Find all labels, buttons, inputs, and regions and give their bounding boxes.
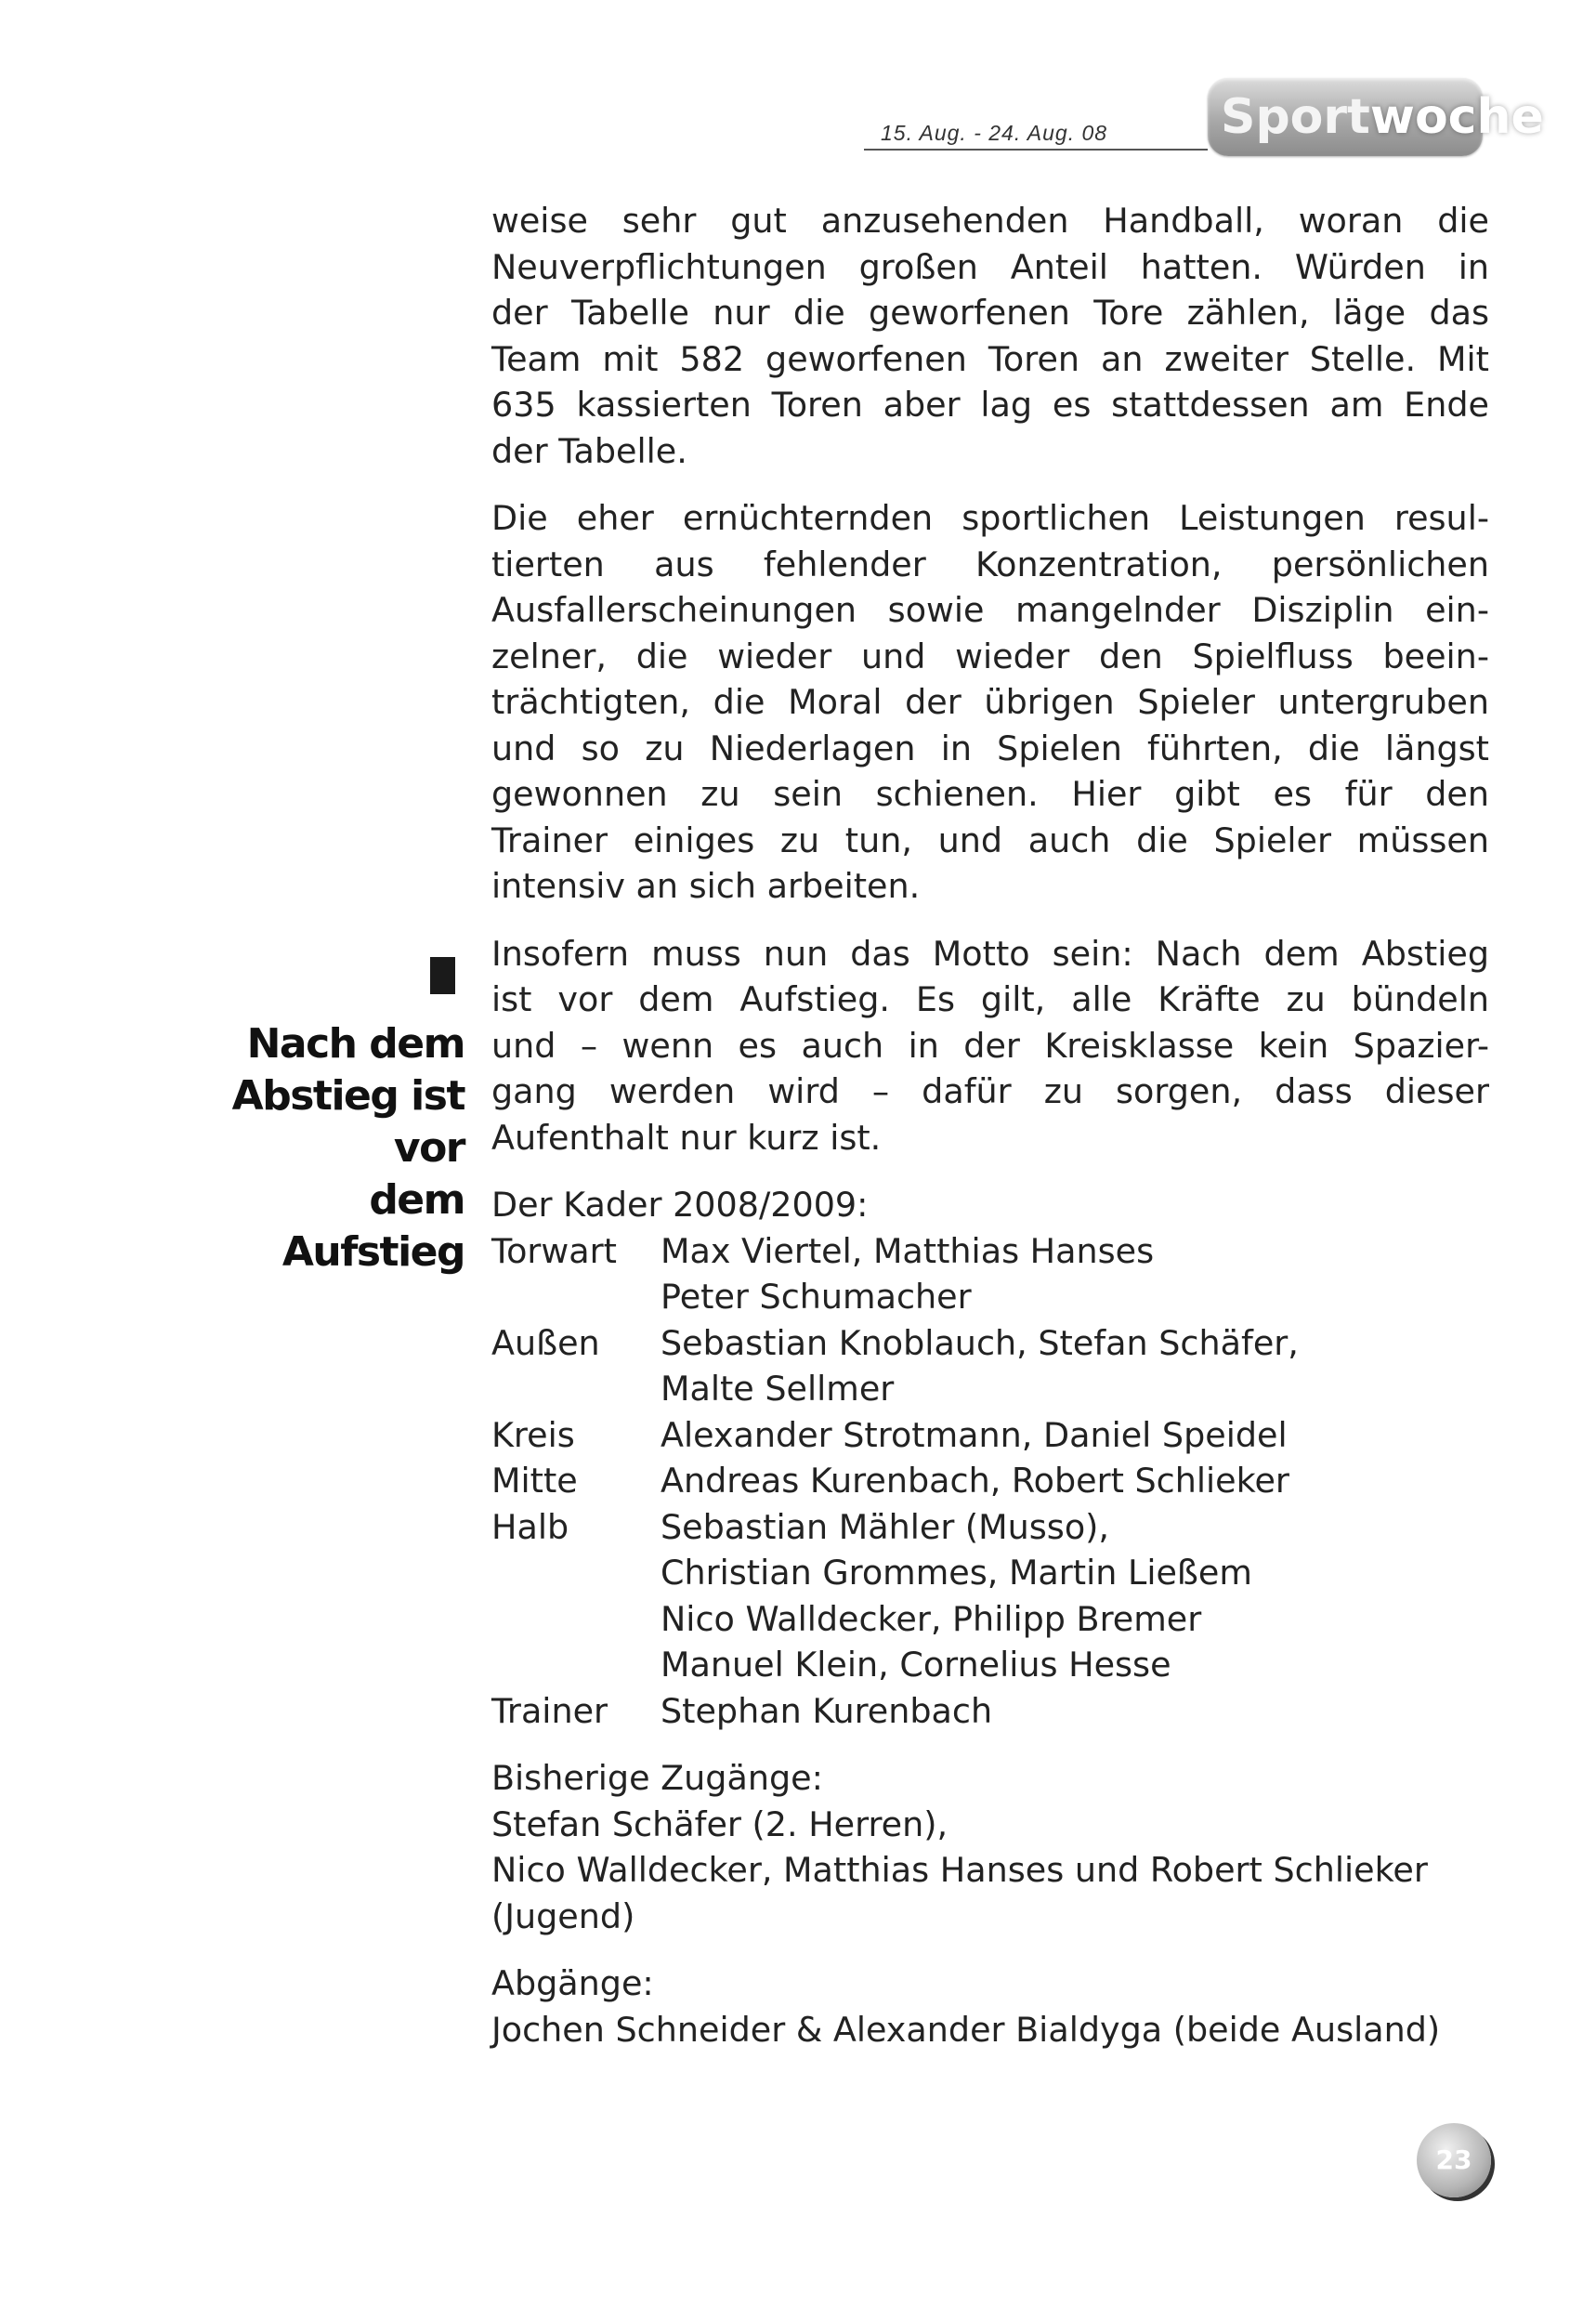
arrivals-line: (Jugend) bbox=[491, 1895, 635, 1936]
player-line: Max Viertel, Matthias Hanses bbox=[661, 1230, 1155, 1271]
squad-players bbox=[661, 1688, 1299, 1735]
sidebar bbox=[186, 957, 464, 1279]
player-line: Andreas Kurenbach, Robert Schlieker bbox=[661, 1461, 1289, 1501]
arrivals-line: Stefan Schäfer (2. Herren), bbox=[491, 1803, 948, 1844]
text-line: zelner, die wieder und wieder den Spielfluss beein- bbox=[491, 636, 1489, 676]
text-line: Neuverpflichtungen großen Anteil hatten. Würden in bbox=[491, 246, 1489, 287]
text-line: Ausfallerscheinungen sowie mangelnder Disziplin ein- bbox=[491, 590, 1489, 630]
squad-position: Halb bbox=[491, 1506, 569, 1547]
article-body bbox=[491, 198, 1489, 2074]
text-line: ist vor dem Aufstieg. Es gilt, alle Kräfte zu bündeln bbox=[491, 979, 1489, 1019]
logo-text-woche: woche bbox=[1369, 89, 1544, 145]
logo-text-sport: Sport bbox=[1221, 89, 1370, 145]
departures-line: Jochen Schneider & Alexander Bialdyga (beide Ausland) bbox=[491, 2009, 1441, 2050]
squad-position: Mitte bbox=[491, 1461, 578, 1501]
player-line: Manuel Klein, Cornelius Hesse bbox=[661, 1645, 1171, 1685]
text-line: und so zu Niederlagen in Spielen führten, die längst bbox=[491, 728, 1489, 768]
squad-title: Der Kader 2008/2009: bbox=[491, 1185, 869, 1225]
text-line: Team mit 582 geworfenen Toren an zweiter Stelle. Mit bbox=[491, 338, 1489, 379]
page-number-badge: 23 bbox=[1417, 2123, 1491, 2197]
pull-quote bbox=[186, 1018, 464, 1279]
page-header bbox=[864, 74, 1544, 149]
sportwoche-logo bbox=[1208, 78, 1544, 156]
text-line: 635 kassierten Toren aber lag es stattdessen am Ende bbox=[491, 385, 1489, 425]
squad-section bbox=[491, 1182, 1489, 1734]
squad-position: Torwart bbox=[491, 1230, 617, 1271]
text-line: Aufenthalt nur kurz ist. bbox=[491, 1117, 882, 1158]
squad-position: Außen bbox=[491, 1322, 600, 1363]
paragraph-3 bbox=[491, 931, 1489, 1161]
squad-players bbox=[661, 1504, 1299, 1688]
paragraph-2 bbox=[491, 495, 1489, 910]
text-line: trächtigten, die Moral der übrigen Spieler untergruben bbox=[491, 682, 1489, 722]
square-bullet-icon bbox=[430, 957, 455, 994]
player-line: Sebastian Mähler (Musso), bbox=[661, 1506, 1110, 1547]
squad-row bbox=[491, 1412, 1299, 1459]
text-line: weise sehr gut anzusehenden Handball, woran die bbox=[491, 201, 1489, 241]
squad-position: Kreis bbox=[491, 1414, 575, 1455]
text-line: Trainer einiges zu tun, und auch die Spieler müssen bbox=[491, 820, 1489, 860]
squad-players bbox=[661, 1228, 1299, 1320]
squad-players bbox=[661, 1320, 1299, 1412]
player-line: Peter Schumacher bbox=[661, 1277, 972, 1317]
arrivals-title: Bisherige Zugänge: bbox=[491, 1758, 823, 1798]
paragraph-1 bbox=[491, 198, 1489, 474]
text-line: tierten aus fehlender Konzentration, persönlichen bbox=[491, 544, 1489, 584]
text-line: der Tabelle. bbox=[491, 430, 687, 471]
text-line: der Tabelle nur die geworfenen Tore zählen, läge das bbox=[491, 293, 1489, 333]
player-line: Malte Sellmer bbox=[661, 1369, 895, 1409]
squad-row bbox=[491, 1320, 1299, 1412]
pull-quote-line: dem Aufstieg bbox=[281, 1176, 464, 1276]
departures-title: Abgänge: bbox=[491, 1963, 654, 2003]
squad-row bbox=[491, 1504, 1299, 1688]
player-line: Christian Grommes, Martin Ließem bbox=[661, 1553, 1252, 1593]
text-line: und – wenn es auch in der Kreisklasse kein Spazier- bbox=[491, 1025, 1489, 1066]
player-line: Nico Walldecker, Philipp Bremer bbox=[661, 1598, 1202, 1639]
player-line: Alexander Strotmann, Daniel Speidel bbox=[661, 1414, 1288, 1455]
header-rule bbox=[864, 149, 1208, 151]
squad-position: Trainer bbox=[491, 1690, 608, 1731]
text-line: Die eher ernüchternden sportlichen Leistungen resul- bbox=[491, 498, 1489, 538]
text-line: gewonnen zu sein schienen. Hier gibt es für den bbox=[491, 774, 1489, 814]
arrivals-line: Nico Walldecker, Matthias Hanses und Robert Schlieker bbox=[491, 1850, 1428, 1890]
pull-quote-line: Abstieg ist vor bbox=[231, 1072, 464, 1172]
text-line: intensiv an sich arbeiten. bbox=[491, 866, 921, 906]
squad-players bbox=[661, 1412, 1299, 1459]
text-line: Insofern muss nun das Motto sein: Nach dem Abstieg bbox=[491, 933, 1489, 974]
squad-row bbox=[491, 1228, 1299, 1320]
squad-table bbox=[491, 1228, 1299, 1735]
player-line: Stephan Kurenbach bbox=[661, 1690, 993, 1731]
player-line: Sebastian Knoblauch, Stefan Schäfer, bbox=[661, 1322, 1299, 1363]
pull-quote-line: Nach dem bbox=[246, 1020, 464, 1068]
issue-date-range: 15. Aug. - 24. Aug. 08 bbox=[881, 121, 1108, 145]
arrivals-section bbox=[491, 1755, 1489, 1939]
squad-players bbox=[661, 1458, 1299, 1504]
departures-section bbox=[491, 1960, 1489, 2052]
squad-row bbox=[491, 1458, 1299, 1504]
text-line: gang werden wird – dafür zu sorgen, dass dieser bbox=[491, 1071, 1489, 1111]
squad-row bbox=[491, 1688, 1299, 1735]
